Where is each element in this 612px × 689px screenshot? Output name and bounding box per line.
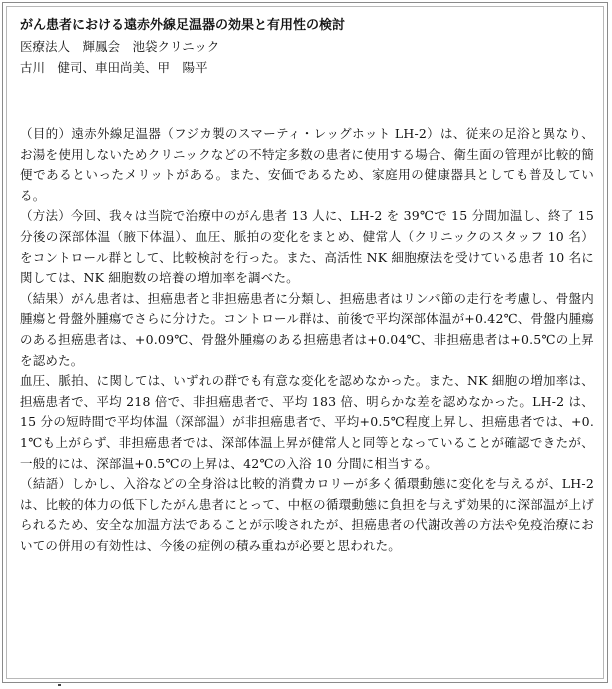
authors: 古川 健司、車田尚美、甲 陽平 bbox=[20, 60, 208, 75]
header-spacer bbox=[20, 78, 594, 124]
paragraph-methods: （方法）今回、我々は当院で治療中のがん患者 13 人に、LH-2 を 39℃で 15 分間加温し、終了 15 分後の深部体温（腋下体温）、血圧、脈拍の変化をまとめ、健常人（クリニックのスタッフ 10 名）をコントロール群として、比較検討を行った。また、高活性 NK 細胞療法を受けている患者 10 名に関しては、NK 細胞数の培養の増加率を調べた。 bbox=[20, 208, 594, 286]
paragraph-purpose: （目的）遠赤外線足温器（フジカ製のスマーティ・レッグホット LH-2）は、従来の足浴と異なり、お湯を使用しないためクリニックなどの不特定多数の患者に使用する場合、衛生面の管理が比較的簡便であるといったメリットがある。また、安価であるため、家庭用の健康器具としても普及している。 bbox=[20, 126, 594, 203]
abstract-content bbox=[20, 16, 594, 556]
paragraph-results: （結果）がん患者は、担癌患者と非担癌患者に分類し、担癌患者はリンパ節の走行を考慮し、骨盤内腫瘍と骨盤外腫瘍でさらに分けた。コントロール群は、前後で平均深部体温が+0.42℃、骨盤内腫瘍のある担癌患者は、+0.09℃、骨盤外腫瘍のある担癌患者は+0.04℃、非担癌患者は+0.5℃の上昇を認めた。 bbox=[20, 290, 594, 368]
affiliation: 医療法人 輝鳳会 池袋クリニック bbox=[20, 39, 220, 54]
paper-title: がん患者における遠赤外線足温器の効果と有用性の検討 bbox=[20, 18, 346, 33]
paragraph-conclusion: （結語）しかし、入浴などの全身浴は比較的消費カロリーが多く循環動態に変化を与えるが、LH-2 は、比較的体力の低下したがん患者にとって、中枢の循環動態に負担を与えず効果的に深部温が上げられるため、安全な加温方法であることが示唆されたが、担癌患者の代謝改善の方法や免疫治療においての併用の有効性は、今後の症例の積み重ねが必要と思われた。 bbox=[20, 476, 594, 553]
scan-mark bbox=[58, 684, 61, 686]
abstract-body bbox=[20, 124, 594, 556]
paragraph-results-continued: 血圧、脈拍、に関しては、いずれの群でも有意な変化を認めなかった。また、NK 細胞の増加率は、担癌患者で、平均 218 倍で、非担癌患者で、平均 183 倍、明らかな差を認めなかった。LH-2 は、15 分の短時間で平均体温（深部温）が非担癌患者で、平均+0.5℃程度上昇し、担癌患者では、+0.1℃も上がらず、非担癌患者では、深部体温上昇が健常人と同等となっていることが確認できたが、一般的には、深部温+0.5℃の上昇は、42℃の入浴 10 分間に相当する。 bbox=[20, 373, 594, 471]
